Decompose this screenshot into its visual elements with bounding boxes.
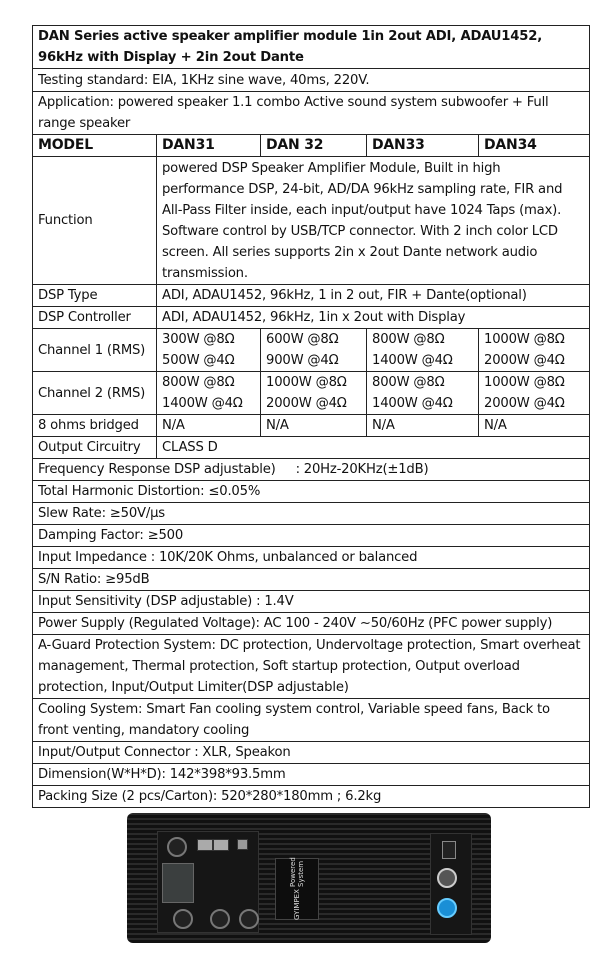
function-value: powered DSP Speaker Amplifier Module, Built in high performance DSP, 24-bit, AD/DA 96kHz sampling rate, FIR and All-Pass Filter inside, each input/output have 1024 Taps (max). Software control by USB/TCP connector. With 2 inch color LCD screen. All series supports 2in x 2out Dante network audio transmission. <box>157 157 590 285</box>
header-dan32: DAN 32 <box>261 135 367 157</box>
channel1-dan32: 600W @8Ω 900W @4Ω <box>261 329 367 372</box>
spec-dimension: Dimension(W*H*D): 142*398*93.5mm <box>33 764 590 786</box>
spec-frequency-response: Frequency Response DSP adjustable) : 20Hz-20KHz(±1dB) <box>33 459 590 481</box>
ethernet-port-icon <box>213 839 229 851</box>
header-model: MODEL <box>33 135 157 157</box>
power-out-connector-icon <box>437 898 457 918</box>
header-dan31: DAN31 <box>157 135 261 157</box>
output-value: CLASS D <box>157 437 590 459</box>
spec-packing: Packing Size (2 pcs/Carton): 520*280*180mm ; 6.2kg <box>33 786 590 808</box>
spec-input-impedance: Input Impedance : 10K/20K Ohms, unbalanced or balanced <box>33 547 590 569</box>
ethernet-port-icon <box>197 839 213 851</box>
output-label: Output Circuitry <box>33 437 157 459</box>
power-in-connector-icon <box>437 868 457 888</box>
channel2-label: Channel 2 (RMS) <box>33 372 157 415</box>
volume-knob <box>167 837 187 857</box>
application: Application: powered speaker 1.1 combo Active sound system subwoofer + Full range speaker <box>33 92 590 135</box>
xlr-input-icon <box>239 909 259 929</box>
spec-cooling: Cooling System: Smart Fan cooling system control, Variable speed fans, Back to front venting, mandatory cooling <box>33 699 590 742</box>
spec-sn-ratio: S/N Ratio: ≥95dB <box>33 569 590 591</box>
spec-power-supply: Power Supply (Regulated Voltage): AC 100 - 240V ~50/60Hz (PFC power supply) <box>33 613 590 635</box>
dsp-type-value: ADI, ADAU1452, 96kHz, 1 in 2 out, FIR + Dante(optional) <box>157 285 590 307</box>
usb-port-icon <box>237 839 248 850</box>
dsp-type-label: DSP Type <box>33 285 157 307</box>
spec-damping: Damping Factor: ≥500 <box>33 525 590 547</box>
power-switch-icon <box>442 841 456 859</box>
channel1-label: Channel 1 (RMS) <box>33 329 157 372</box>
dsp-controller-label: DSP Controller <box>33 307 157 329</box>
table-title: DAN Series active speaker amplifier module 1in 2out ADI, ADAU1452, 96kHz with Display + 2in 2out Dante <box>33 26 590 69</box>
bridged-dan32: N/A <box>261 415 367 437</box>
speakon-output-icon <box>173 909 193 929</box>
brand-logo: GYIMPEX Powered System <box>275 858 319 920</box>
testing-standard: Testing standard: EIA, 1KHz sine wave, 40ms, 220V. <box>33 69 590 92</box>
xlr-output-icon <box>210 909 230 929</box>
channel1-dan31: 300W @8Ω 500W @4Ω <box>157 329 261 372</box>
lcd-screen <box>162 863 194 903</box>
bridged-dan33: N/A <box>367 415 479 437</box>
spec-thd: Total Harmonic Distortion: ≤0.05% <box>33 481 590 503</box>
amplifier-module-photo <box>127 813 491 943</box>
channel2-dan33: 800W @8Ω 1400W @4Ω <box>367 372 479 415</box>
channel1-dan33: 800W @8Ω 1400W @4Ω <box>367 329 479 372</box>
bridged-label: 8 ohms bridged <box>33 415 157 437</box>
channel2-dan31: 800W @8Ω 1400W @4Ω <box>157 372 261 415</box>
header-dan34: DAN34 <box>479 135 590 157</box>
bridged-dan34: N/A <box>479 415 590 437</box>
channel2-dan32: 1000W @8Ω 2000W @4Ω <box>261 372 367 415</box>
dsp-controller-value: ADI, ADAU1452, 96kHz, 1in x 2out with Display <box>157 307 590 329</box>
spec-table <box>32 25 590 808</box>
spec-protection: A-Guard Protection System: DC protection, Undervoltage protection, Smart overheat management, Thermal protection, Soft startup protection, Output overload protection, Input/Output Limiter(DSP adjustable) <box>33 635 590 699</box>
bridged-dan31: N/A <box>157 415 261 437</box>
spec-connector: Input/Output Connector : XLR, Speakon <box>33 742 590 764</box>
function-label: Function <box>33 157 157 285</box>
header-dan33: DAN33 <box>367 135 479 157</box>
spec-input-sensitivity: Input Sensitivity (DSP adjustable) : 1.4V <box>33 591 590 613</box>
spec-slew-rate: Slew Rate: ≥50V/μs <box>33 503 590 525</box>
channel1-dan34: 1000W @8Ω 2000W @4Ω <box>479 329 590 372</box>
channel2-dan34: 1000W @8Ω 2000W @4Ω <box>479 372 590 415</box>
